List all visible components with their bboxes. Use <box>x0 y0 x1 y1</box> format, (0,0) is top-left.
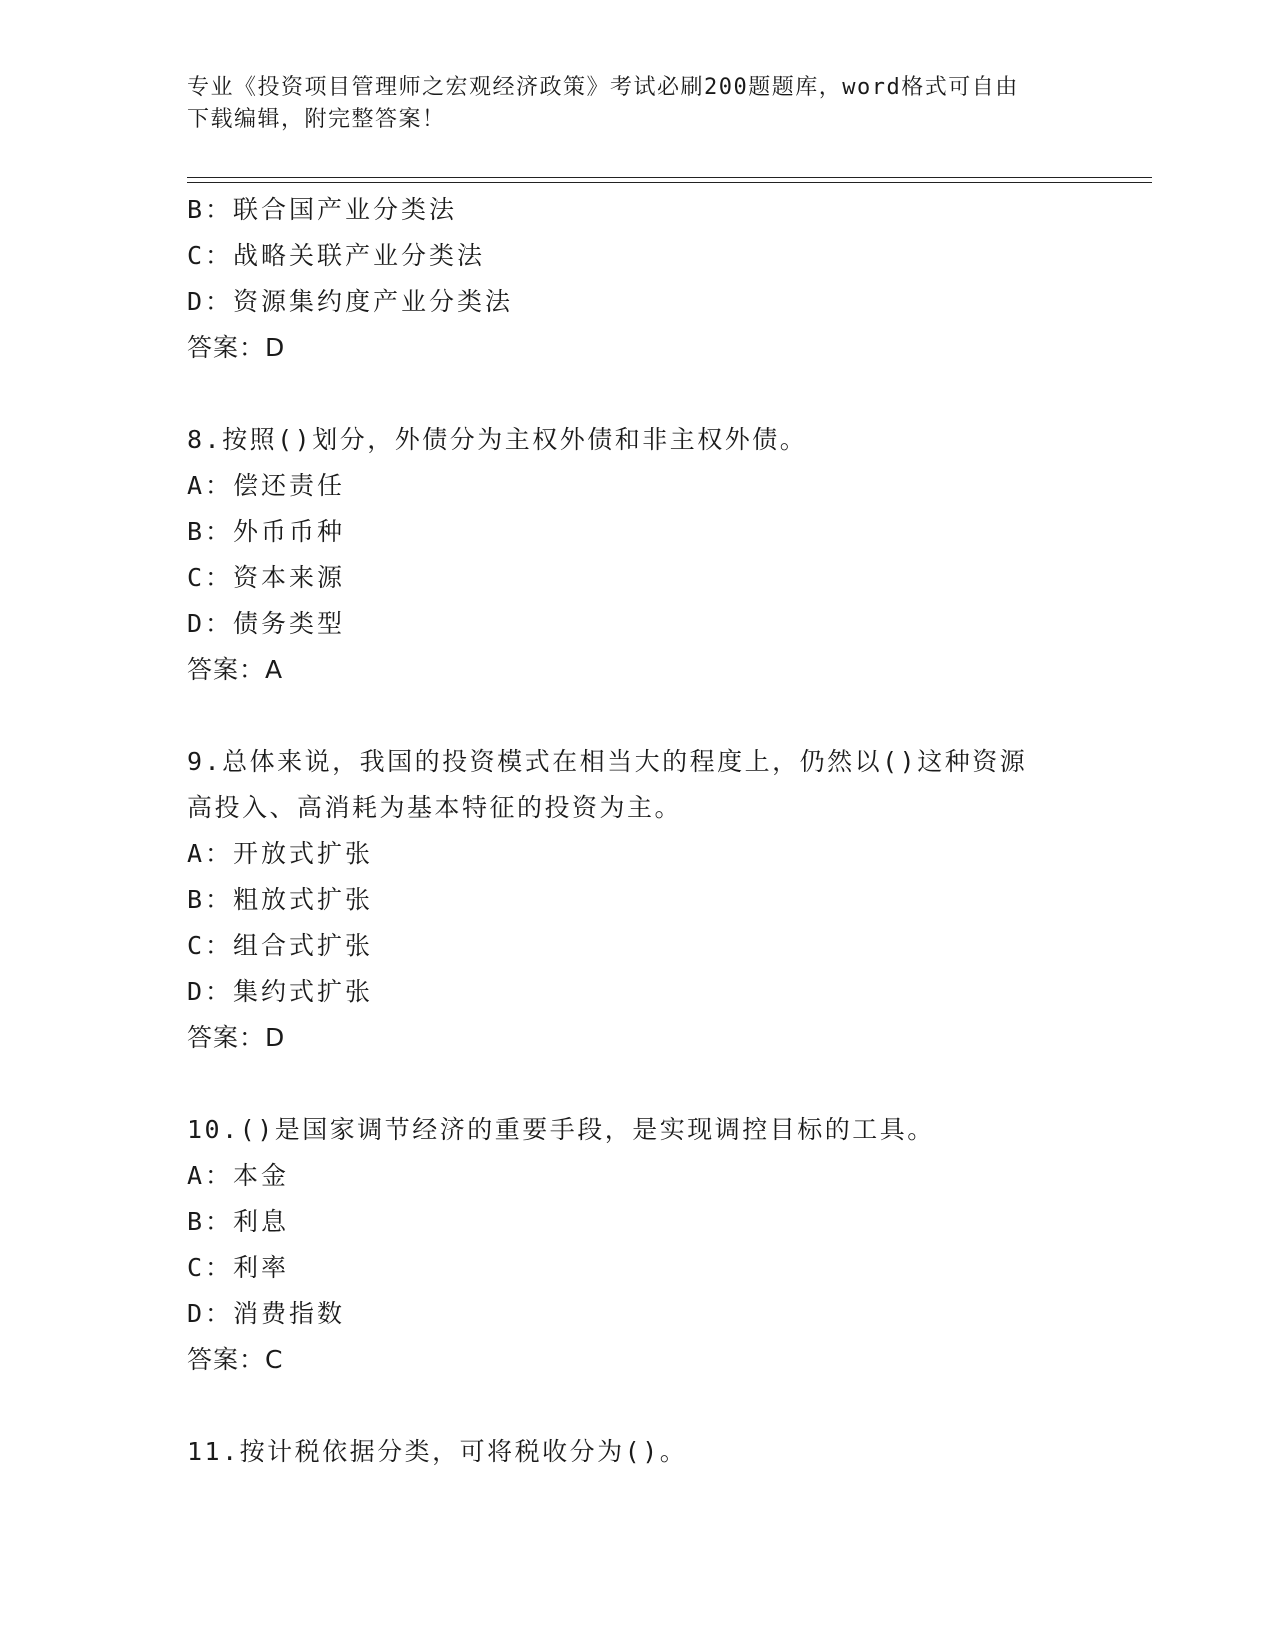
question-stem: 10.()是国家调节经济的重要手段，是实现调控目标的工具。 <box>187 1115 935 1144</box>
question-stem: 8.按照()划分，外债分为主权外债和非主权外债。 <box>187 425 808 454</box>
question-stem: 9.总体来说，我国的投资模式在相当大的程度上，仍然以()这种资源 <box>187 747 1028 776</box>
answer: 答案：A <box>187 655 284 684</box>
spacer <box>187 1061 1147 1107</box>
question-11 <box>187 1429 1147 1475</box>
spacer <box>187 1383 1147 1429</box>
header-rule-top <box>187 177 1152 178</box>
option-a: A：本金 <box>187 1161 290 1190</box>
answer: 答案：C <box>187 1345 284 1374</box>
question-stem: 11.按计税依据分类，可将税收分为()。 <box>187 1437 688 1466</box>
header-line-1: 专业《投资项目管理师之宏观经济政策》考试必刷200题题库，word格式可自由 <box>187 75 1019 100</box>
question-9 <box>187 739 1147 1061</box>
option-d: D：消费指数 <box>187 1299 346 1328</box>
option-b: B：联合国产业分类法 <box>187 195 458 224</box>
document-body <box>187 187 1147 1475</box>
question-7-continued <box>187 187 1147 371</box>
answer: 答案：D <box>187 1023 286 1052</box>
header-rule-bottom <box>187 182 1152 183</box>
option-d: D：资源集约度产业分类法 <box>187 287 514 316</box>
spacer <box>187 371 1147 417</box>
option-d: D：债务类型 <box>187 609 346 638</box>
option-b: B：粗放式扩张 <box>187 885 374 914</box>
option-b: B：利息 <box>187 1207 290 1236</box>
option-c: C：组合式扩张 <box>187 931 374 960</box>
answer: 答案：D <box>187 333 286 362</box>
option-a: A：开放式扩张 <box>187 839 374 868</box>
option-c: C：战略关联产业分类法 <box>187 241 486 270</box>
option-d: D：集约式扩张 <box>187 977 374 1006</box>
option-b: B：外币币种 <box>187 517 346 546</box>
option-c: C：资本来源 <box>187 563 346 592</box>
header-line-2: 下载编辑，附完整答案！ <box>187 107 446 132</box>
question-stem-continued: 高投入、高消耗为基本特征的投资为主。 <box>187 793 683 822</box>
option-a: A：偿还责任 <box>187 471 346 500</box>
spacer <box>187 693 1147 739</box>
question-10 <box>187 1107 1147 1383</box>
question-8 <box>187 417 1147 693</box>
option-c: C：利率 <box>187 1253 290 1282</box>
document-header <box>187 72 1087 136</box>
